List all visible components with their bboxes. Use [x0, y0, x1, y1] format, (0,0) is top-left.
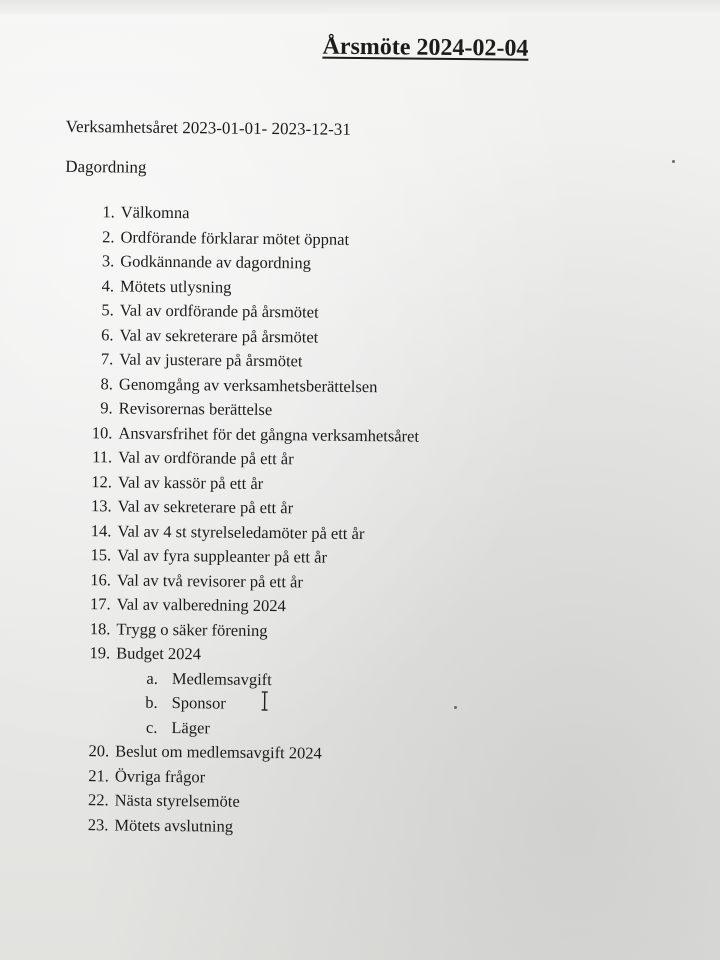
agenda-item-text: Val av sekreterare på ett år — [117, 496, 294, 518]
agenda-item-text: Mötets utlysning — [119, 275, 232, 297]
agenda-item-number: 13. — [90, 496, 112, 516]
agenda-item-number: 9. — [100, 398, 113, 418]
agenda-item-text: Ordförande förklarar mötet öppnat — [120, 226, 350, 249]
agenda-item-number: 15. — [90, 545, 112, 565]
agenda-item-number: 23. — [87, 814, 109, 834]
agenda-item-text: Val av kassör på ett år — [117, 471, 264, 493]
agenda-item-number: 22. — [87, 790, 109, 810]
screen-speck — [454, 706, 457, 709]
agenda-item-text: Nästa styrelsemöte — [114, 790, 240, 811]
agenda-item-number: 17. — [89, 594, 111, 614]
agenda-item-number: 4. — [101, 275, 115, 295]
agenda-item-number: 10. — [91, 422, 113, 442]
text-cursor-icon — [260, 691, 270, 711]
budget-subitem-text: Medlemsavgift — [171, 668, 272, 689]
agenda-list — [76, 200, 603, 842]
agenda-item-number: 14. — [90, 520, 112, 540]
agenda-item-number: 20. — [88, 741, 110, 761]
agenda-item-number: 21. — [88, 765, 109, 785]
agenda-item-number: 5. — [101, 300, 114, 320]
agenda-item-text: Välkomna — [120, 202, 190, 223]
agenda-item-text: Val av sekreterare på årsmötet — [119, 324, 319, 347]
agenda-item-text: Godkännande av dagordning — [120, 251, 311, 273]
agenda-item-number: 11. — [92, 447, 113, 467]
agenda-item-number: 3. — [101, 251, 115, 271]
agenda-item-number: 6. — [101, 324, 114, 344]
budget-subitem-text: Sponsor — [171, 693, 226, 713]
agenda-item-number: 7. — [100, 349, 114, 369]
agenda-item-number: 16. — [90, 569, 112, 589]
agenda-item-text: Genomgång av verksamhetsberättelsen — [118, 373, 378, 396]
agenda-item-text: Val av fyra suppleanter på ett år — [117, 545, 328, 567]
agenda-item-text: Val av valberedning 2024 — [116, 594, 286, 616]
agenda-item-text: Val av två revisorer på ett år — [116, 569, 304, 591]
agenda-item-number: 19. — [89, 643, 111, 663]
agenda-item-number: 2. — [102, 226, 115, 246]
agenda-item-text: Trygg o säker förening — [116, 618, 268, 640]
budget-subitem-letter: c. — [145, 717, 158, 737]
agenda-item-number: 18. — [89, 618, 111, 638]
agenda-item-text: Beslut om medlemsavgift 2024 — [115, 741, 322, 763]
agenda-item-text: Övriga frågor — [114, 765, 206, 786]
agenda-item-text: Ansvarsfrihet för det gångna verksamhetsåret — [118, 422, 420, 446]
agenda-item-number: 12. — [91, 471, 113, 491]
document-title: Årsmöte 2024-02-04 — [322, 33, 529, 62]
agenda-item-text: Val av ordförande på årsmötet — [119, 300, 319, 322]
screen-speck — [672, 160, 675, 163]
budget-subitem-letter: b. — [145, 692, 158, 712]
agenda-item — [76, 813, 596, 843]
agenda-item-text: Val av justerare på årsmötet — [119, 349, 303, 371]
budget-subitem-letter: a. — [146, 668, 159, 688]
agenda-item-text: Mötets avslutning — [114, 814, 234, 836]
agenda-item-text: Revisorernas berättelse — [118, 398, 273, 420]
budget-subitem-text: Läger — [171, 717, 210, 737]
agenda-item-text: Val av ordförande på ett år — [118, 447, 294, 469]
fiscal-year-line: Verksamhetsåret 2023-01-01- 2023-12-31 — [65, 116, 351, 139]
agenda-item-text: Budget 2024 — [116, 643, 202, 664]
agenda-heading: Dagordning — [65, 156, 147, 177]
agenda-item-number: 1. — [102, 202, 115, 222]
agenda-item-text: Val av 4 st styrelseledamöter på ett år — [117, 520, 365, 543]
agenda-item-number: 8. — [100, 373, 114, 393]
